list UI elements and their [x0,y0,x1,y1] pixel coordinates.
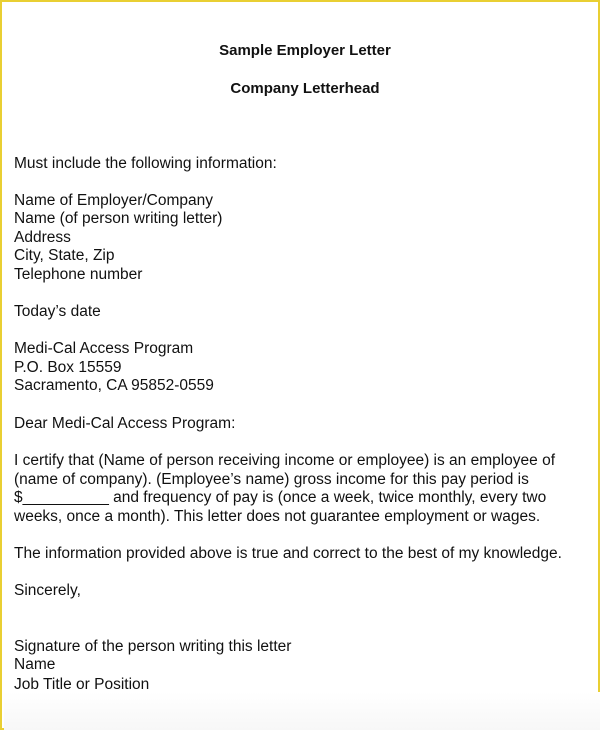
employer-info-line: Address [14,229,71,246]
employer-info-line: Name (of person writing letter) [14,210,223,227]
recipient-line: P.O. Box 15559 [14,359,122,376]
recipient-line: Sacramento, CA 95852-0559 [14,377,214,394]
signature-title-line: Job Title or Position [14,676,150,692]
employer-info-line: Telephone number [14,266,143,283]
employer-info-line: Name of Employer/Company [14,192,213,209]
body-line: I certify that (Name of person receiving income or employee) is an employee of [14,452,556,469]
closing-line: Sincerely, [14,582,81,599]
recipient-line: Medi-Cal Access Program [14,340,194,357]
body-line: $__________ and frequency of pay is (once a week, twice monthly, every two [14,489,547,506]
statement-line: The information provided above is true and correct to the best of my knowledge. [14,545,562,562]
date-line: Today’s date [14,303,101,320]
body-line: (name of company). (Employee’s name) gross income for this pay period is [14,471,529,488]
document-title: Sample Employer Letter [219,42,391,59]
document-subtitle: Company Letterhead [230,80,380,97]
employer-info-line: City, State, Zip [14,247,115,264]
signature-name-line: Name [14,656,56,673]
intro-line: Must include the following information: [14,155,277,172]
salutation: Dear Medi-Cal Access Program: [14,415,236,432]
letter-page [14,2,594,692]
body-line: weeks, once a month). This letter does not guarantee employment or wages. [14,508,541,525]
page-bottom-margin [4,692,600,730]
signature-line: Signature of the person writing this letter [14,638,292,655]
